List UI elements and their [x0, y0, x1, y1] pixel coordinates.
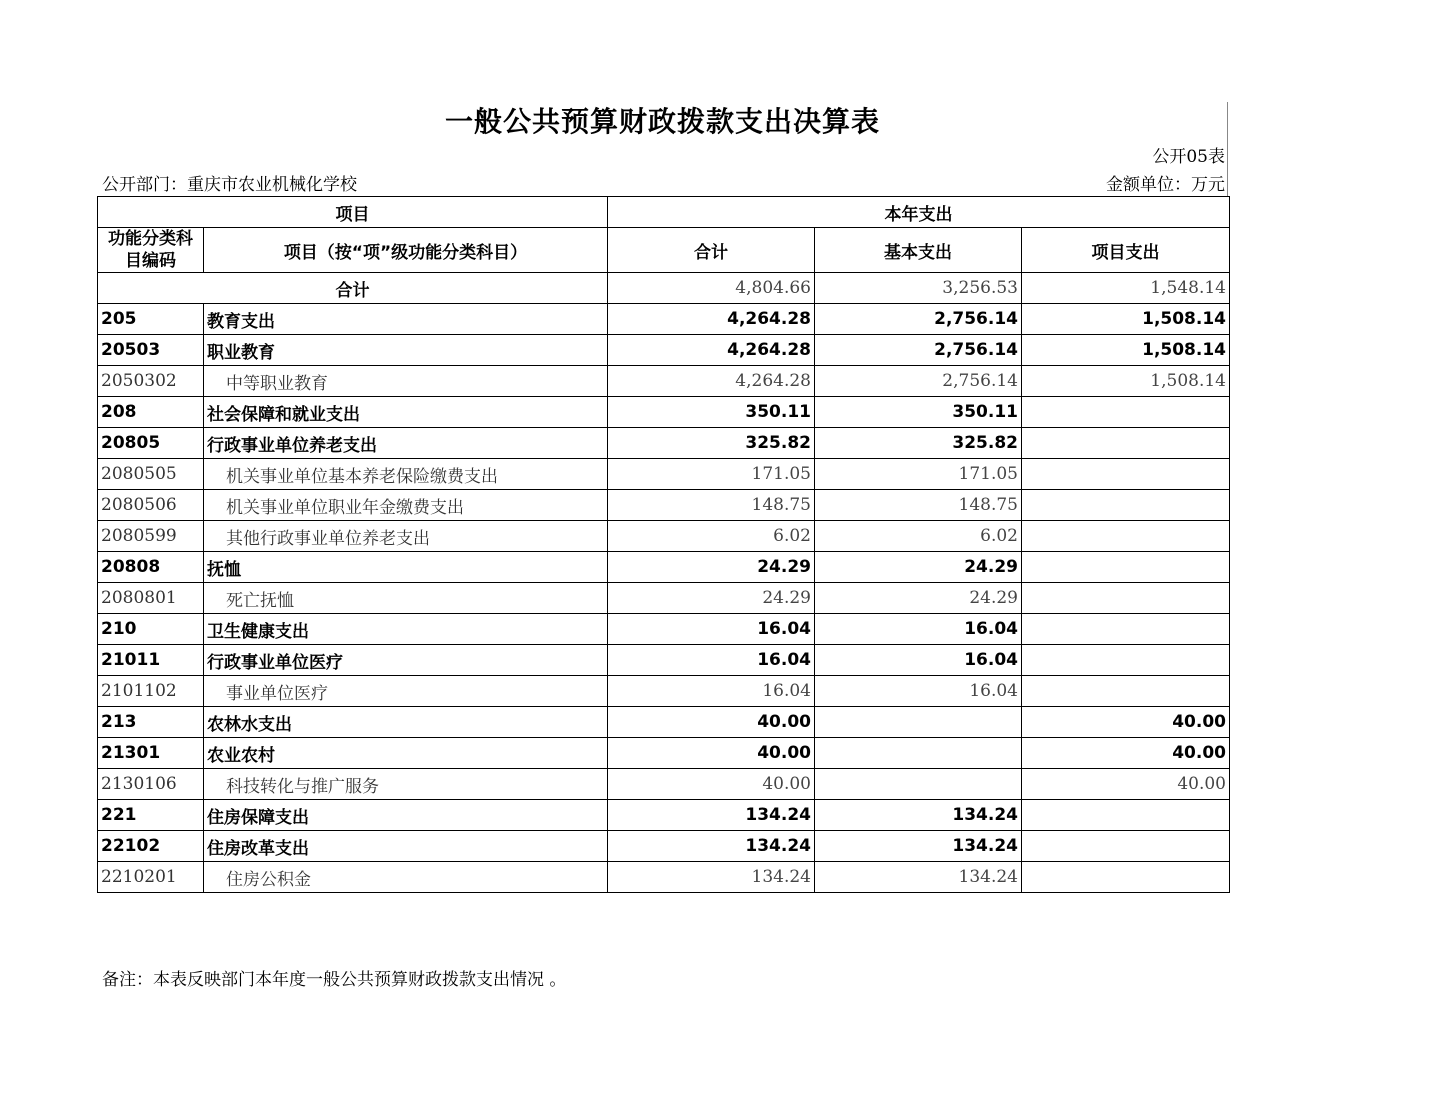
- header-name: 项目（按“项”级功能分类科目）: [204, 228, 608, 273]
- row-total: 148.75: [608, 490, 815, 521]
- row-name: 住房保障支出: [204, 800, 608, 831]
- total-label: 合计: [98, 273, 608, 304]
- department-label: 公开部门：重庆市农业机械化学校: [102, 175, 357, 195]
- row-code: 2130106: [98, 769, 204, 800]
- footnote: 备注：本表反映部门本年度一般公共预算财政拨款支出情况 。: [102, 970, 567, 990]
- row-basic: 16.04: [815, 614, 1022, 645]
- row-basic: 16.04: [815, 645, 1022, 676]
- row-code: 21301: [98, 738, 204, 769]
- table-row: [98, 335, 1230, 366]
- row-basic: [815, 769, 1022, 800]
- row-code: 2080599: [98, 521, 204, 552]
- row-name: 卫生健康支出: [204, 614, 608, 645]
- row-basic: 134.24: [815, 862, 1022, 893]
- row-project: 40.00: [1022, 769, 1230, 800]
- table-number: 公开05表: [1152, 147, 1225, 167]
- row-basic: 2,756.14: [815, 304, 1022, 335]
- row-code: 2210201: [98, 862, 204, 893]
- row-project: 1,508.14: [1022, 304, 1230, 335]
- table-row: [98, 769, 1230, 800]
- expenditure-table: [97, 196, 1230, 893]
- row-basic: 171.05: [815, 459, 1022, 490]
- row-project: [1022, 614, 1230, 645]
- row-name: 社会保障和就业支出: [204, 397, 608, 428]
- row-code: 20808: [98, 552, 204, 583]
- row-total: 134.24: [608, 831, 815, 862]
- table-row: [98, 490, 1230, 521]
- row-name: 住房公积金: [204, 862, 608, 893]
- row-total: 350.11: [608, 397, 815, 428]
- row-total: 16.04: [608, 614, 815, 645]
- row-project: [1022, 831, 1230, 862]
- row-project: 1,508.14: [1022, 335, 1230, 366]
- row-basic: [815, 738, 1022, 769]
- table-row: [98, 614, 1230, 645]
- header-project: 项目支出: [1022, 228, 1230, 273]
- row-name: 教育支出: [204, 304, 608, 335]
- row-name: 抚恤: [204, 552, 608, 583]
- row-name: 农业农村: [204, 738, 608, 769]
- header-year-expense-group: 本年支出: [608, 197, 1230, 228]
- row-code: 20503: [98, 335, 204, 366]
- row-code: 2080505: [98, 459, 204, 490]
- row-total: 40.00: [608, 769, 815, 800]
- row-code: 210: [98, 614, 204, 645]
- page-title: 一般公共预算财政拨款支出决算表: [444, 105, 880, 138]
- total-amount: 4,804.66: [608, 273, 815, 304]
- row-project: [1022, 428, 1230, 459]
- table-row: [98, 862, 1230, 893]
- row-code: 208: [98, 397, 204, 428]
- row-project: [1022, 459, 1230, 490]
- row-basic: 16.04: [815, 676, 1022, 707]
- row-code: 22102: [98, 831, 204, 862]
- table-row: [98, 738, 1230, 769]
- row-name: 机关事业单位职业年金缴费支出: [204, 490, 608, 521]
- row-name: 中等职业教育: [204, 366, 608, 397]
- row-project: [1022, 521, 1230, 552]
- row-total: 16.04: [608, 676, 815, 707]
- row-project: [1022, 397, 1230, 428]
- row-code: 205: [98, 304, 204, 335]
- table-row: [98, 459, 1230, 490]
- row-project: [1022, 645, 1230, 676]
- row-name: 事业单位医疗: [204, 676, 608, 707]
- row-basic: [815, 707, 1022, 738]
- row-code: 2080801: [98, 583, 204, 614]
- row-project: [1022, 583, 1230, 614]
- margin-line: [1227, 102, 1228, 196]
- row-basic: 134.24: [815, 831, 1022, 862]
- row-project: [1022, 676, 1230, 707]
- row-code: 20805: [98, 428, 204, 459]
- row-basic: 6.02: [815, 521, 1022, 552]
- row-basic: 350.11: [815, 397, 1022, 428]
- row-basic: 148.75: [815, 490, 1022, 521]
- table-row: [98, 800, 1230, 831]
- row-total: 134.24: [608, 800, 815, 831]
- row-code: 2050302: [98, 366, 204, 397]
- row-total: 40.00: [608, 738, 815, 769]
- row-code: 2101102: [98, 676, 204, 707]
- table-row: [98, 552, 1230, 583]
- table-row: [98, 831, 1230, 862]
- row-basic: 2,756.14: [815, 366, 1022, 397]
- row-basic: 134.24: [815, 800, 1022, 831]
- amount-unit-label: 金额单位：万元: [1106, 175, 1225, 195]
- row-total: 4,264.28: [608, 335, 815, 366]
- row-project: 40.00: [1022, 738, 1230, 769]
- row-total: 134.24: [608, 862, 815, 893]
- header-code: 功能分类科目编码: [98, 228, 204, 273]
- row-basic: 325.82: [815, 428, 1022, 459]
- header-basic: 基本支出: [815, 228, 1022, 273]
- row-project: [1022, 552, 1230, 583]
- row-name: 行政事业单位医疗: [204, 645, 608, 676]
- row-total: 24.29: [608, 583, 815, 614]
- row-total: 171.05: [608, 459, 815, 490]
- row-basic: 2,756.14: [815, 335, 1022, 366]
- header-column-row: [98, 228, 1230, 273]
- table-row: [98, 304, 1230, 335]
- row-name: 科技转化与推广服务: [204, 769, 608, 800]
- row-project: 1,508.14: [1022, 366, 1230, 397]
- row-total: 4,264.28: [608, 366, 815, 397]
- row-total: 40.00: [608, 707, 815, 738]
- row-name: 其他行政事业单位养老支出: [204, 521, 608, 552]
- row-total: 16.04: [608, 645, 815, 676]
- table-row: [98, 397, 1230, 428]
- total-row: [98, 273, 1230, 304]
- row-project: 40.00: [1022, 707, 1230, 738]
- total-project: 1,548.14: [1022, 273, 1230, 304]
- header-group-row: [98, 197, 1230, 228]
- row-name: 行政事业单位养老支出: [204, 428, 608, 459]
- row-total: 6.02: [608, 521, 815, 552]
- row-code: 221: [98, 800, 204, 831]
- table-row: [98, 366, 1230, 397]
- row-name: 农林水支出: [204, 707, 608, 738]
- total-basic: 3,256.53: [815, 273, 1022, 304]
- row-code: 21011: [98, 645, 204, 676]
- row-basic: 24.29: [815, 583, 1022, 614]
- row-total: 325.82: [608, 428, 815, 459]
- row-basic: 24.29: [815, 552, 1022, 583]
- row-total: 4,264.28: [608, 304, 815, 335]
- row-name: 住房改革支出: [204, 831, 608, 862]
- row-name: 职业教育: [204, 335, 608, 366]
- table-row: [98, 428, 1230, 459]
- row-total: 24.29: [608, 552, 815, 583]
- row-code: 213: [98, 707, 204, 738]
- table-row: [98, 645, 1230, 676]
- header-total: 合计: [608, 228, 815, 273]
- header-project-group: 项目: [98, 197, 608, 228]
- row-code: 2080506: [98, 490, 204, 521]
- table-row: [98, 583, 1230, 614]
- table-row: [98, 707, 1230, 738]
- table-row: [98, 676, 1230, 707]
- row-name: 机关事业单位基本养老保险缴费支出: [204, 459, 608, 490]
- row-project: [1022, 800, 1230, 831]
- row-project: [1022, 490, 1230, 521]
- row-name: 死亡抚恤: [204, 583, 608, 614]
- table-row: [98, 521, 1230, 552]
- row-project: [1022, 862, 1230, 893]
